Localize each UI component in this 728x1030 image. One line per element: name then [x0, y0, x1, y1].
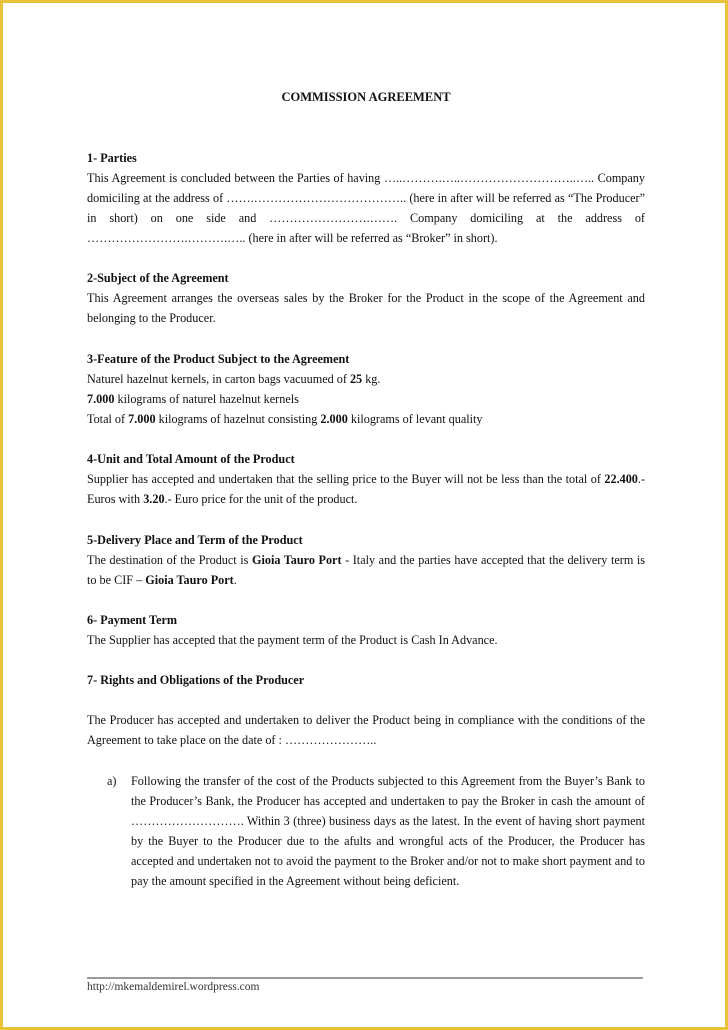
- list-marker: a): [107, 774, 117, 788]
- list-item: [107, 771, 645, 891]
- document-page: [3, 3, 725, 1027]
- product-line-2: [87, 389, 645, 409]
- footer-divider: [87, 977, 643, 979]
- text-span: .- Euros with: [87, 472, 645, 506]
- bold-value: 2.000: [320, 412, 348, 426]
- bold-value: 3.20: [143, 492, 165, 506]
- section-heading: 7- Rights and Obligations of the Producer: [87, 673, 305, 687]
- text-span: Naturel hazelnut kernels, in carton bags vacuumed of: [87, 372, 350, 386]
- section-rights-obligations: [87, 670, 645, 690]
- text-span: .: [233, 573, 237, 587]
- section-heading: 4-Unit and Total Amount of the Product: [87, 452, 295, 466]
- footer-url: http://mkemaldemirel.wordpress.com: [87, 981, 260, 993]
- product-line-3: [87, 409, 645, 429]
- text-span: kilograms of levant quality: [347, 412, 483, 426]
- section-body: [87, 550, 645, 590]
- text-span: - Italy and the parties have accepted that the delivery term is to be CIF –: [87, 553, 645, 587]
- section-body: [87, 469, 645, 509]
- section-heading: 5-Delivery Place and Term of the Product: [87, 533, 303, 547]
- text-span: Supplier has accepted and undertaken that the selling price to the Buyer will not be less than the total of: [87, 472, 605, 486]
- bold-value: 7.000: [87, 392, 115, 406]
- bold-value: 7.000: [128, 412, 156, 426]
- text-span: kg.: [362, 372, 381, 386]
- section-heading: 1- Parties: [87, 151, 137, 165]
- section-body: The Producer has accepted and undertaken to deliver the Product being in compliance with the conditions of the Agreement to take place on the date of : …………………..: [87, 713, 645, 747]
- text-span: .- Euro price for the unit of the product.: [164, 492, 358, 506]
- text-span: Total of: [87, 412, 129, 426]
- bold-value: Gioia Tauro Port: [145, 573, 234, 587]
- section-rights-body: [87, 710, 645, 750]
- section-body: This Agreement is concluded between the Parties of having …..……….…..………………………..….. Company domiciling at the address of …….……………………………….. (here in after will be referred as “The Producer” in short) on one side and …………………….……. Company domiciling at the address of …………………….……….….. (here in after will be referred as “Broker” in short).: [87, 171, 645, 245]
- bold-value: 22.400: [604, 472, 638, 486]
- text-span: kilograms of naturel hazelnut kernels: [114, 392, 299, 406]
- product-line-1: [87, 369, 645, 389]
- section-heading: 6- Payment Term: [87, 613, 178, 627]
- section-unit-amount: [87, 449, 645, 509]
- section-payment-term: [87, 610, 645, 650]
- section-body: This Agreement arranges the overseas sales by the Broker for the Product in the scope of the Agreement and belonging to the Producer.: [87, 291, 645, 325]
- section-parties: [87, 148, 645, 248]
- bold-value: Gioia Tauro Port: [251, 553, 342, 567]
- section-body: The Supplier has accepted that the payment term of the Product is Cash In Advance.: [87, 633, 498, 647]
- text-span: kilograms of hazelnut consisting: [155, 412, 321, 426]
- list-text: Following the transfer of the cost of the Products subjected to this Agreement from the Buyer’s Bank to the Producer’s Bank, the Producer has accepted and undertaken to pay the Broker in cash the amount of ………………………. Within 3 (three) business days as the latest. In the event of having short payment by the Buyer to the Producer due to the afults and wrongful acts of the Producer, the Producer has accepted and undertaken not to avoid the payment to the Broker and/or not to make short payment and to pay the amount specified in the Agreement without being deficient.: [131, 774, 645, 888]
- section-heading: 2-Subject of the Agreement: [87, 271, 229, 285]
- section-heading: 3-Feature of the Product Subject to the Agreement: [87, 352, 350, 366]
- bold-value: 25: [349, 372, 363, 386]
- section-subject: [87, 268, 645, 328]
- section-delivery: [87, 530, 645, 590]
- section-product-feature: [87, 349, 645, 429]
- text-span: The destination of the Product is: [87, 553, 252, 567]
- document-title: COMMISSION AGREEMENT: [281, 90, 451, 104]
